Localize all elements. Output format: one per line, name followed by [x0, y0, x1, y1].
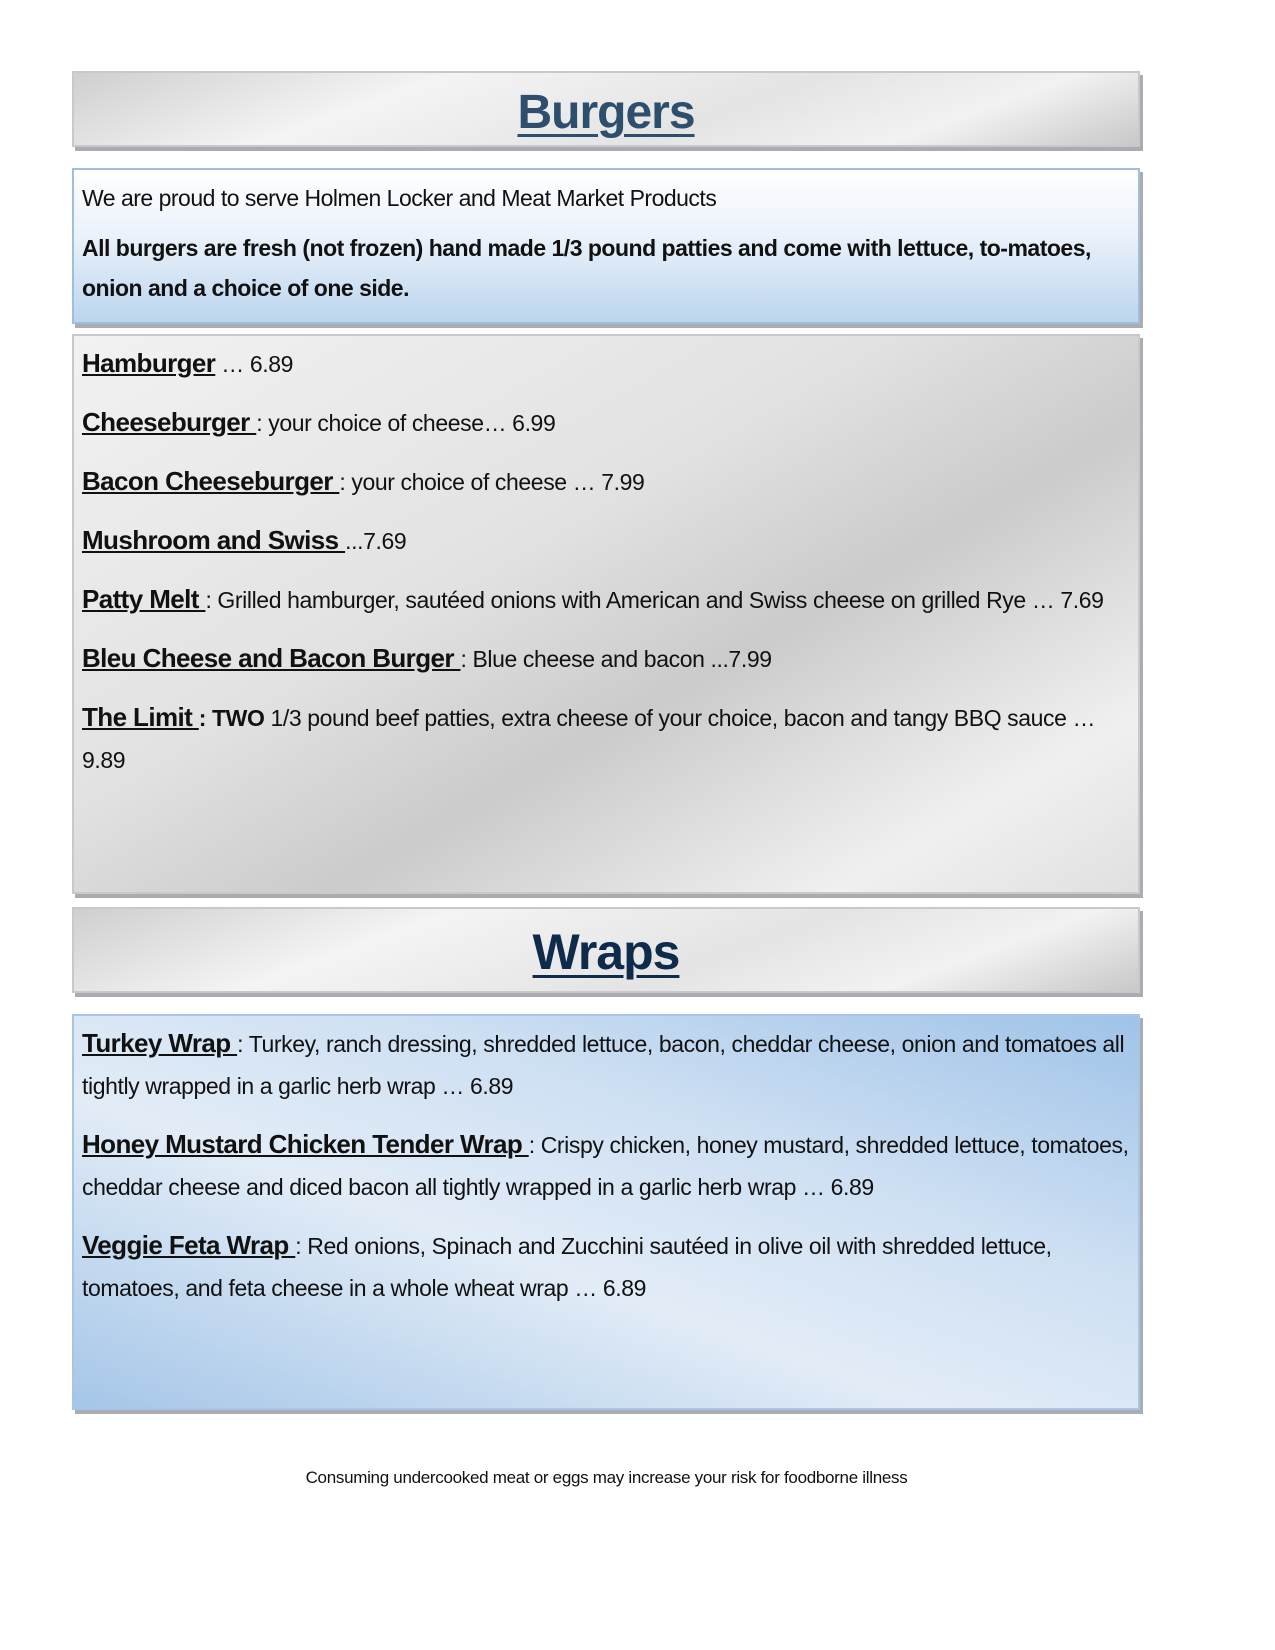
item-name: Veggie Feta Wrap [82, 1230, 296, 1260]
item-name: Honey Mustard Chicken Tender Wrap [82, 1129, 529, 1159]
item-description: : Red onions, Spinach and Zucchini sautéed in olive oil with shredded lettuce, tomatoes, and feta cheese in a whole wheat wrap … 6.89 [82, 1233, 1052, 1301]
menu-item [82, 460, 1130, 503]
item-name: Bleu Cheese and Bacon Burger [82, 643, 461, 673]
item-emphasis: : TWO [198, 705, 265, 731]
item-description: : your choice of cheese… 6.99 [256, 410, 556, 436]
item-name: Patty Melt [82, 584, 206, 614]
item-name: Bacon Cheeseburger [82, 466, 340, 496]
item-name: Turkey Wrap [82, 1028, 238, 1058]
item-description: : Turkey, ranch dressing, shredded lettuce, bacon, cheddar cheese, onion and tomatoes all tightly wrapped in a garlic herb wrap … 6.89 [82, 1031, 1125, 1099]
item-description: ...7.69 [345, 528, 407, 554]
item-description: : Blue cheese and bacon ...7.99 [460, 646, 772, 672]
footer-disclaimer: Consuming undercooked meat or eggs may increase your risk for foodborne illness [305, 1468, 908, 1487]
menu-item [82, 1022, 1130, 1107]
intro-text: We are proud to serve Holmen Locker and Meat Market Products [82, 185, 717, 211]
item-name: Cheeseburger [82, 407, 257, 437]
item-description: : your choice of cheese … 7.99 [339, 469, 645, 495]
item-description: … 6.89 [215, 351, 294, 377]
item-description: : Crispy chicken, honey mustard, shredded lettuce, tomatoes, cheddar cheese and diced bacon all tightly wrapped in a garlic herb wrap … 6.89 [82, 1132, 1129, 1200]
item-name: The Limit [82, 702, 199, 732]
menu-item [82, 637, 1130, 680]
burgers-header [72, 71, 1140, 147]
burgers-title: Burgers [517, 86, 695, 139]
menu-item [82, 578, 1130, 621]
item-name: Hamburger [82, 348, 216, 378]
item-description: 1/3 pound beef patties, extra cheese of your choice, bacon and tangy BBQ sauce … 9.89 [82, 705, 1096, 773]
menu-item [82, 342, 1130, 385]
menu-item [82, 1123, 1130, 1208]
menu-item [82, 519, 1130, 562]
wraps-title: Wraps [532, 924, 680, 980]
item-name: Mushroom and Swiss [82, 525, 346, 555]
burgers-note: All burgers are fresh (not frozen) hand made 1/3 pound patties and come with lettuce, to-matoes, onion and a choice of one side. [82, 235, 1091, 301]
menu-item [82, 696, 1130, 781]
wrap-list [72, 1014, 1140, 1410]
menu-item [82, 401, 1130, 444]
menu-item [82, 1224, 1130, 1309]
burger-list [72, 334, 1140, 894]
wraps-header [72, 907, 1140, 993]
item-description: : Grilled hamburger, sautéed onions with American and Swiss cheese on grilled Rye … 7.69 [205, 587, 1104, 613]
burgers-intro [72, 168, 1140, 324]
